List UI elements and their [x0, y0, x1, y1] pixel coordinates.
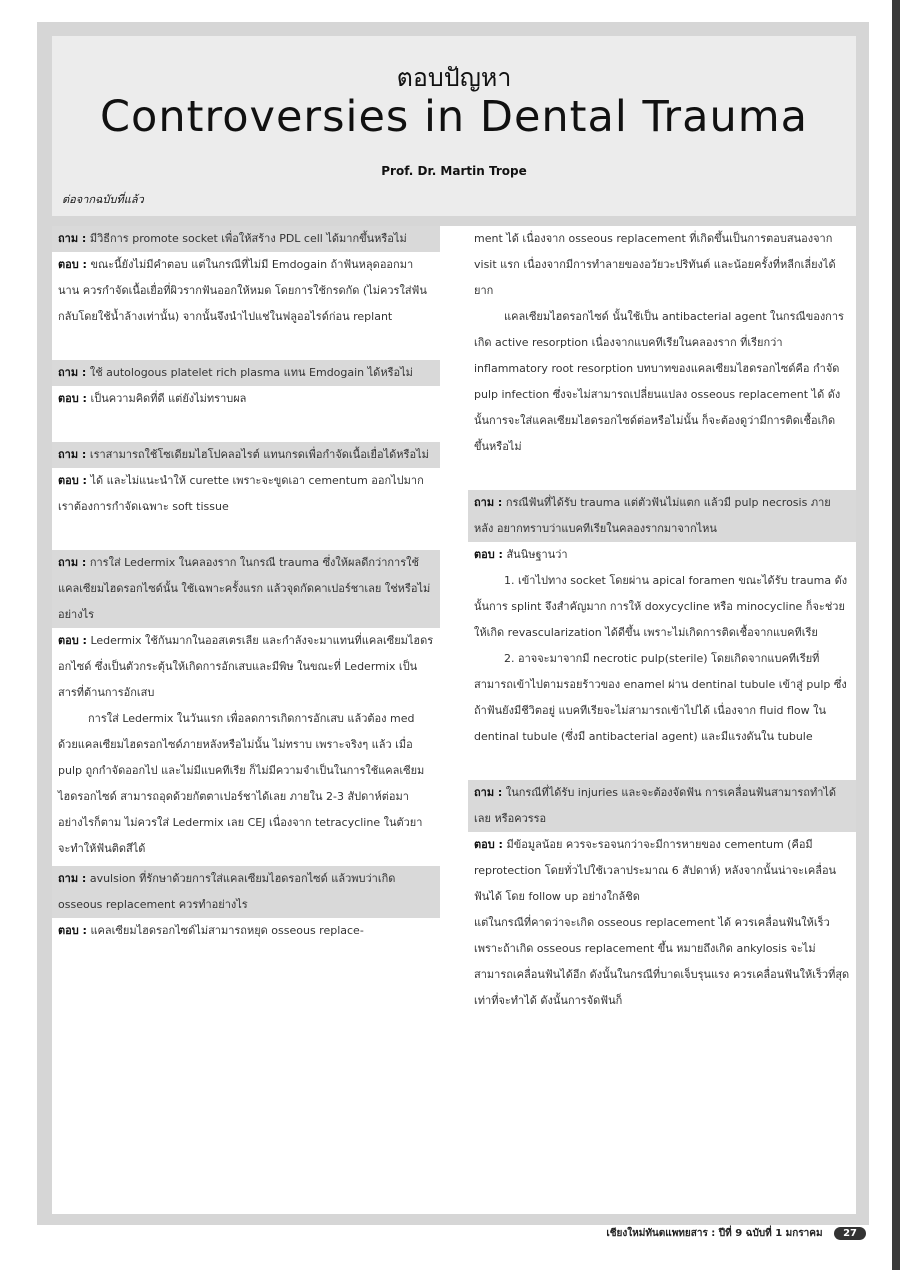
question-4: ถาม : การใส่ Ledermix ในคลองราก ในกรณี trauma ซึ่งให้ผลดีกว่าการใช้ แคลเซียมไฮดรอกไซด์นั้น ใช้เฉพาะครั้งแรก แล้วจุดกัดคาเปอร์ชาเลย ใช่หรือไม่ อย่างไร: [52, 550, 440, 628]
page-edge-bar: [892, 0, 900, 1270]
answer-7: ตอบ : มีข้อมูลน้อย ควรจะรอจนกว่าจะมีการหายของ cementum (คือมี reprotection โดยทั่วไปใช้เวลาประมาณ 6 สัปดาห์) หลังจากนั้นน่าจะเคลื่อนฟันได้ โดย follow up อย่างใกล้ชิด: [474, 838, 837, 903]
author-name: Prof. Dr. Martin Trope: [381, 164, 527, 178]
answer-5: ตอบ : แคลเซียมไฮดรอกไซด์ไม่สามารถหยุด osseous replace-: [58, 924, 364, 937]
answer-5-continued: ment ได้ เนื่องจาก osseous replacement ที่เกิดขึ้นเป็นการตอบสนองจาก visit แรก เนื่องจากมีการทำลายของอวัยวะปริทันต์ และน้อยครั้งที่หลีกเลี่ยงได้ยาก: [474, 232, 836, 297]
answer-4-paragraph-2: การใส่ Ledermix ในวันแรก เพื่อลดการเกิดการอักเสบ แล้วต้อง med ด้วยแคลเซียมไฮดรอกไซด์ภายหลังหรือไม่นั้น ไม่ทราบ เพราะจริงๆ แล้ว เมื่อ pulp ถูกกำจัดออกไป และไม่มีแบคทีเรีย ก็ไม่มีความจำเป็นในการใช้แคลเซียมไฮดรอกไซด์ สามารถอุดด้วยกัตตาเปอร์ชาได้เลย ภายใน 2-3 สัปดาห์ต่อมา อย่างไรก็ตาม ไม่ควรใส่ Ledermix เลย CEJ เนื่องจาก tetracycline ในตัวยาจะทำให้ฟันติดสีได้: [58, 712, 425, 855]
right-column: [468, 226, 856, 1214]
article-frame: [37, 22, 869, 1225]
answer-4: ตอบ : Ledermix ใช้กันมากในออสเตรเลีย และกำลังจะมาแทนที่แคลเซียมไฮดรอกไซด์ ซึ่งเป็นตัวกระตุ้นให้เกิดการอักเสบและมีพิษ ในขณะที่ Ledermix เป็นสารที่ต้านการอักเสบ: [58, 634, 434, 699]
question-6: ถาม : กรณีฟันที่ได้รับ trauma แต่ตัวฟันไม่แตก แล้วมี pulp necrosis ภายหลัง อยากทราบว่าแบคทีเรียในคลองรากมาจากไหน: [468, 490, 856, 542]
question-1: ถาม : มีวิธีการ promote socket เพื่อให้สร้าง PDL cell ได้มากขึ้นหรือไม่: [52, 226, 440, 252]
answer-5-paragraph-2: แคลเซียมไฮดรอกไซด์ นั้นใช้เป็น antibacterial agent ในกรณีของการเกิด active resorption เนื่องจากแบคทีเรียในคลองราก ที่เรียกว่า inflammatory root resorption บทบาทของแคลเซียมไฮดรอกไซด์คือ กำจัด pulp infection ซึ่งจะไม่สามารถเปลี่ยนแปลง osseous replacement ได้ ดังนั้นการจะใส่แคลเซียมไฮดรอกไซด์ต่อหรือไม่นั้น ก็จะต้องดูว่ามีการติดเชื้อเกิดขึ้นหรือไม่: [474, 310, 844, 453]
page-number: 27: [834, 1227, 866, 1240]
answer-6-item-1: 1. เข้าไปทาง socket โดยผ่าน apical foramen ขณะได้รับ trauma ดังนั้นการ splint จึงสำคัญมาก การให้ doxycycline หรือ minocycline ก็จะช่วยให้เกิด revascularization ได้ดีขึ้น เพราะไม่เกิดการติดเชื้อจากแบคทีเรีย: [474, 574, 848, 639]
journal-reference: เชียงใหม่ทันตแพทยสาร : ปีที่ 9 ฉบับที่ 1 มกราคม: [606, 1228, 823, 1239]
question-7: ถาม : ในกรณีที่ได้รับ injuries และจะต้องจัดฟัน การเคลื่อนฟันสามารถทำได้เลย หรือควรรอ: [468, 780, 856, 832]
answer-6-item-2: 2. อาจจะมาจากมี necrotic pulp(sterile) โดยเกิดจากแบคทีเรียที่สามารถเข้าไปตามรอยร้าวของ enamel ผ่าน dentinal tubule เข้าสู่ pulp ซึ่งถ้าฟันยังมีชีวิตอยู่ แบคทีเรียจะไม่สามารถเข้าไปได้ เนื่องจาก fluid flow ใน dentinal tubule (ซึ่งมี antibacterial agent) และมีแรงดันใน tubule: [474, 652, 847, 743]
answer-2: ตอบ : เป็นความคิดที่ดี แต่ยังไม่ทราบผล: [58, 392, 247, 405]
left-column: [52, 226, 440, 1214]
answer-7-paragraph-2: แต่ในกรณีที่คาดว่าจะเกิด osseous replacement ได้ ควรเคลื่อนฟันให้เร็ว เพราะถ้าเกิด osseous replacement ขึ้น หมายถึงเกิด ankylosis จะไม่สามารถเคลื่อนฟันได้อีก ดังนั้นในกรณีที่บาดเจ็บรุนแรง ควรเคลื่อนฟันให้เร็วที่สุดเท่าที่จะทำได้ ดังนั้นการจัดฟันก็: [474, 916, 850, 1007]
article-title: Controversies in Dental Trauma: [100, 92, 808, 142]
answer-6: ตอบ : สันนิษฐานว่า: [474, 548, 568, 561]
article-header: [52, 36, 856, 216]
answer-3: ตอบ : ได้ และไม่แนะนำให้ curette เพราะจะขูดเอา cementum ออกไปมาก เราต้องการกำจัดเฉพาะ soft tissue: [58, 474, 424, 513]
question-5: ถาม : avulsion ที่รักษาด้วยการใส่แคลเซียมไฮดรอกไซด์ แล้วพบว่าเกิด osseous replacement ควรทำอย่างไร: [52, 866, 440, 918]
answer-1: ตอบ : ขณะนี้ยังไม่มีคำตอบ แต่ในกรณีที่ไม่มี Emdogain ถ้าฟันหลุดออกมานาน ควรกำจัดเนื้อเยื่อที่ผิวรากฟันออกให้หมด โดยการใช้กรดกัด (ไม่ควรใส่ฟันกลับโดยใช้น้ำล้างเท่านั้น) จากนั้นจึงนำไปแช่ในฟลูออไรด์ก่อน replant: [58, 258, 427, 323]
continued-tag: ต่อจากฉบับที่แล้ว: [62, 193, 144, 206]
article-body: [52, 226, 856, 1214]
question-3: ถาม : เราสามารถใช้โซเดียมไฮโปคลอไรต์ แทนกรดเพื่อกำจัดเนื้อเยื่อได้หรือไม่: [52, 442, 440, 468]
section-kicker: ตอบปัญหา: [396, 63, 512, 92]
question-2: ถาม : ใช้ autologous platelet rich plasma แทน Emdogain ได้หรือไม่: [52, 360, 440, 386]
page-footer: [606, 1226, 866, 1241]
